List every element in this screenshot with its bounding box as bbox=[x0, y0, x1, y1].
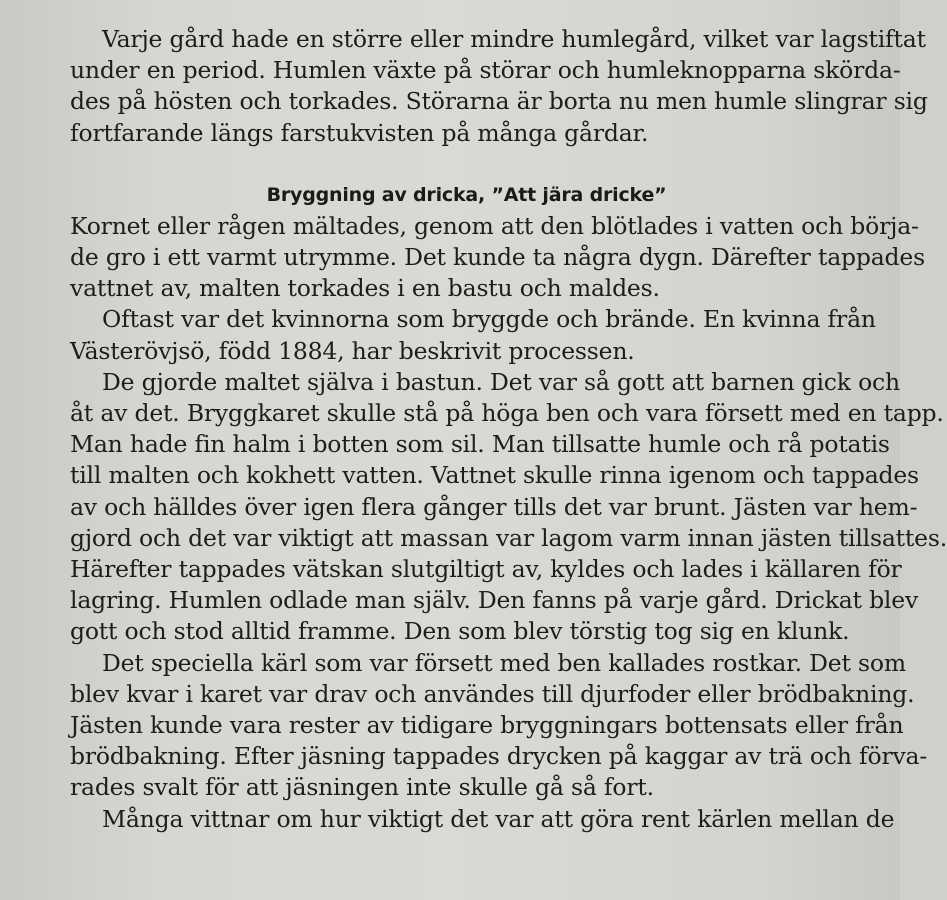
text-line: vattnet av, malten torkades i en bastu och maldes. bbox=[70, 274, 660, 303]
text-line: brödbakning. Efter jäsning tappades drycken på kaggar av trä och förva- bbox=[70, 742, 928, 771]
body-text bbox=[70, 24, 947, 833]
text-line: Oftast var det kvinnorna som bryggde och brände. En kvinna från bbox=[102, 305, 876, 334]
text-line: Härefter tappades vätskan slutgiltigt av, kyldes och lades i källaren för bbox=[70, 555, 902, 584]
text-line: lagring. Humlen odlade man själv. Den fanns på varje gård. Drickat blev bbox=[70, 586, 919, 615]
text-line: under en period. Humlen växte på störar och humleknopparna skörda- bbox=[70, 56, 901, 85]
text-line: rades svalt för att jäsningen inte skulle gå så fort. bbox=[70, 773, 654, 802]
text-line: de gro i ett varmt utrymme. Det kunde ta några dygn. Därefter tappades bbox=[70, 243, 925, 272]
text-line: åt av det. Bryggkaret skulle stå på höga ben och vara försett med en tapp. bbox=[70, 399, 944, 428]
text-line: till malten och kokhett vatten. Vattnet skulle rinna igenom och tappades bbox=[70, 461, 919, 490]
text-line: blev kvar i karet var drav och användes till djurfoder eller brödbakning. bbox=[70, 679, 915, 708]
text-line: Kornet eller rågen mältades, genom att den blötlades i vatten och börja- bbox=[70, 211, 919, 240]
text-line: De gjorde maltet själva i bastun. Det var så gott att barnen gick och bbox=[102, 367, 900, 396]
text-line: gjord och det var viktigt att massan var lagom varm innan jästen tillsattes. bbox=[70, 523, 947, 552]
text-line: Man hade fin halm i botten som sil. Man tillsatte humle och rå potatis bbox=[70, 430, 890, 459]
text-line: fortfarande längs farstukvisten på många gårdar. bbox=[70, 118, 649, 147]
cut-off-line bbox=[70, 804, 895, 833]
text-line: av och hälldes över igen flera gånger tills det var brunt. Jästen var hem- bbox=[70, 492, 918, 521]
text-line: Jästen kunde vara rester av tidigare bryggningars bottensats eller från bbox=[70, 711, 904, 740]
text-line: gott och stod alltid framme. Den som blev törstig tog sig en klunk. bbox=[70, 617, 850, 646]
text-line: Västerövjsö, född 1884, har beskrivit processen. bbox=[70, 336, 635, 365]
text-line: Varje gård hade en större eller mindre humlegård, vilket var lagstiftat bbox=[102, 25, 926, 53]
section-heading: Bryggning av dricka, ”Att jära dricke” bbox=[266, 183, 667, 206]
cut-off-line-text: Många vittnar om hur viktigt det var att göra rent kärlen mellan de bbox=[102, 804, 895, 833]
text-line: des på hösten och torkades. Störarna är borta nu men humle slingrar sig bbox=[70, 87, 928, 116]
text-line: Det speciella kärl som var försett med ben kallades rostkar. Det som bbox=[102, 648, 906, 677]
